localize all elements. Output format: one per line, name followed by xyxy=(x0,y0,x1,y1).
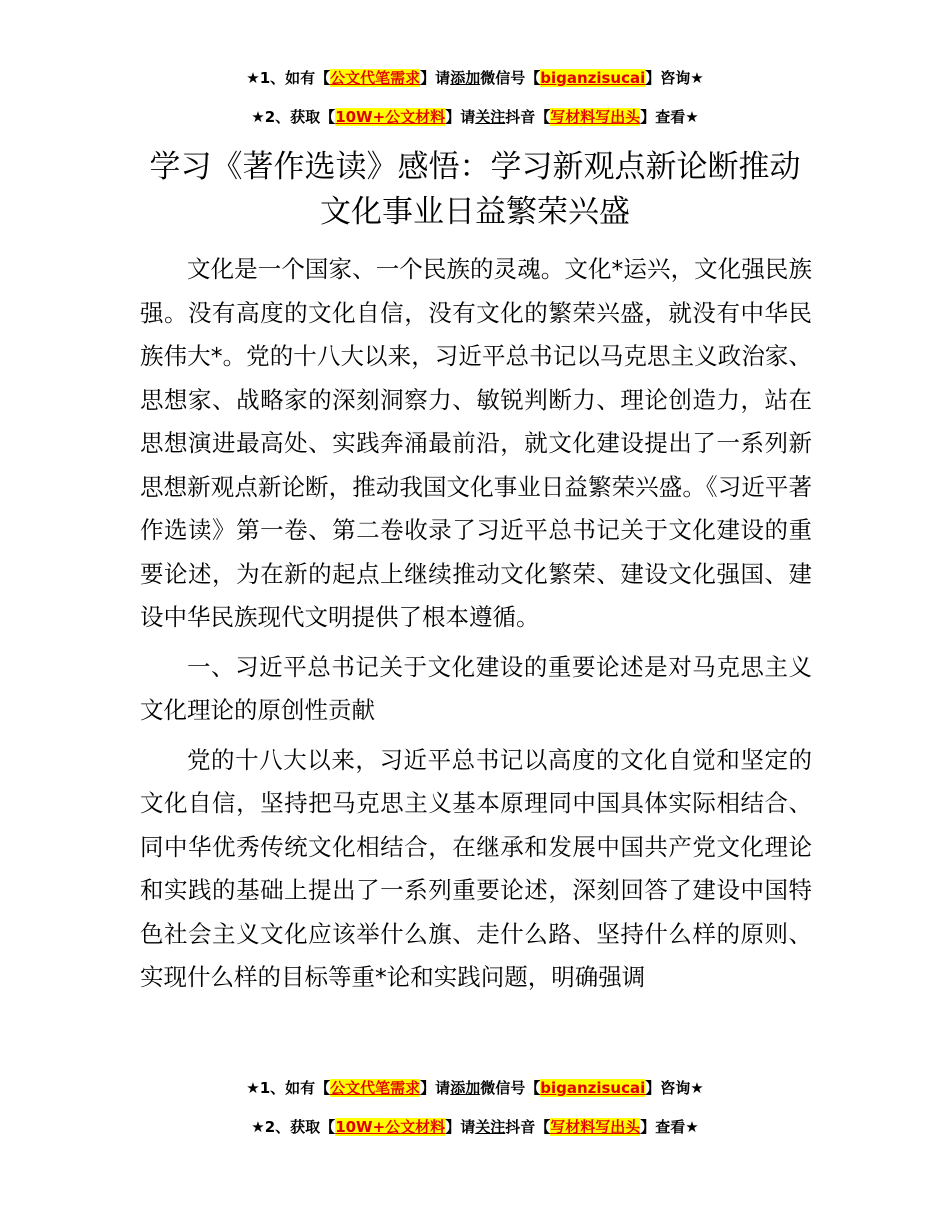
paragraph-intro: 文化是一个国家、一个民族的灵魂。文化*运兴，文化强民族强。没有高度的文化自信，没有文化的繁荣兴盛，就没有中华民族伟大*。党的十八大以来，习近平总书记以马克思主义政治家、思想家、战略家的深刻洞察力、敏锐判断力、理论创造力，站在思想演进最高处、实践奔涌最前沿，就文化建设提出了一系列新思想新观点新论断，推动我国文化事业日益繁荣兴盛。《习近平著作选读》第一卷、第二卷收录了习近平总书记关于文化建设的重要论述，为在新的起点上继续推动文化繁荣、建设文化强国、建设中华民族现代文明提供了根本遵循。 xyxy=(140,255,812,631)
document-body xyxy=(140,248,812,1000)
promo-text: 】咨询★ xyxy=(645,1079,704,1097)
promo-text: 】请 xyxy=(420,1079,451,1097)
promo-text: 微信号【 xyxy=(480,69,541,87)
promo-text: 】请 xyxy=(420,69,451,87)
promo-highlight-wechat-id: biganzisucai xyxy=(540,1079,646,1097)
promo-text: 】查看★ xyxy=(640,1118,699,1136)
promo-underline-add: 添加 xyxy=(450,69,481,87)
promo-underline-follow: 关注 xyxy=(475,1118,506,1136)
promo-highlight-account: 写材料写出头 xyxy=(550,1118,641,1136)
promo-text: 】咨询★ xyxy=(645,69,704,87)
promo-text: ★1、如有【 xyxy=(246,69,331,87)
promo-text: 抖音【 xyxy=(505,1118,551,1136)
promo-highlight-account: 写材料写出头 xyxy=(550,108,641,126)
promo-highlight-service: 公文代笔需求 xyxy=(330,69,421,87)
promo-text: ★1、如有【 xyxy=(246,1079,331,1097)
promo-line-douyin xyxy=(0,106,950,128)
promo-text: 】请 xyxy=(445,108,476,126)
document-title: 学习《著作选读》感悟：学习新观点新论断推动文化事业日益繁荣兴盛 xyxy=(149,149,801,230)
promo-text: 】请 xyxy=(445,1118,476,1136)
promo-text: ★2、获取【 xyxy=(251,108,336,126)
section-heading-1: 一、习近平总书记关于文化建设的重要论述是对马克思主义文化理论的原创性贡献 xyxy=(140,652,812,724)
promo-text: 抖音【 xyxy=(505,108,551,126)
promo-underline-follow: 关注 xyxy=(475,108,506,126)
promo-highlight-service: 公文代笔需求 xyxy=(330,1079,421,1097)
promo-line-wechat xyxy=(0,67,950,89)
promo-highlight-wechat-id: biganzisucai xyxy=(540,69,646,87)
promo-highlight-materials: 10W+公文材料 xyxy=(335,1118,446,1136)
footer-promo-line-wechat xyxy=(0,1077,950,1099)
paragraph-section-1: 党的十八大以来，习近平总书记以高度的文化自觉和坚定的文化自信，坚持把马克思主义基本原理同中国具体实际相结合、同中华优秀传统文化相结合，在继承和发展中国共产党文化理论和实践的基础上提出了一系列重要论述，深刻回答了建设中国特色社会主义文化应该举什么旗、走什么路、坚持什么样的原则、实现什么样的目标等重*论和实践问题，明确强调 xyxy=(140,745,812,991)
promo-highlight-materials: 10W+公文材料 xyxy=(335,108,446,126)
promo-text: 】查看★ xyxy=(640,108,699,126)
promo-text: ★2、获取【 xyxy=(251,1118,336,1136)
promo-underline-add: 添加 xyxy=(450,1079,481,1097)
footer-promo-line-douyin xyxy=(0,1116,950,1138)
promo-text: 微信号【 xyxy=(480,1079,541,1097)
